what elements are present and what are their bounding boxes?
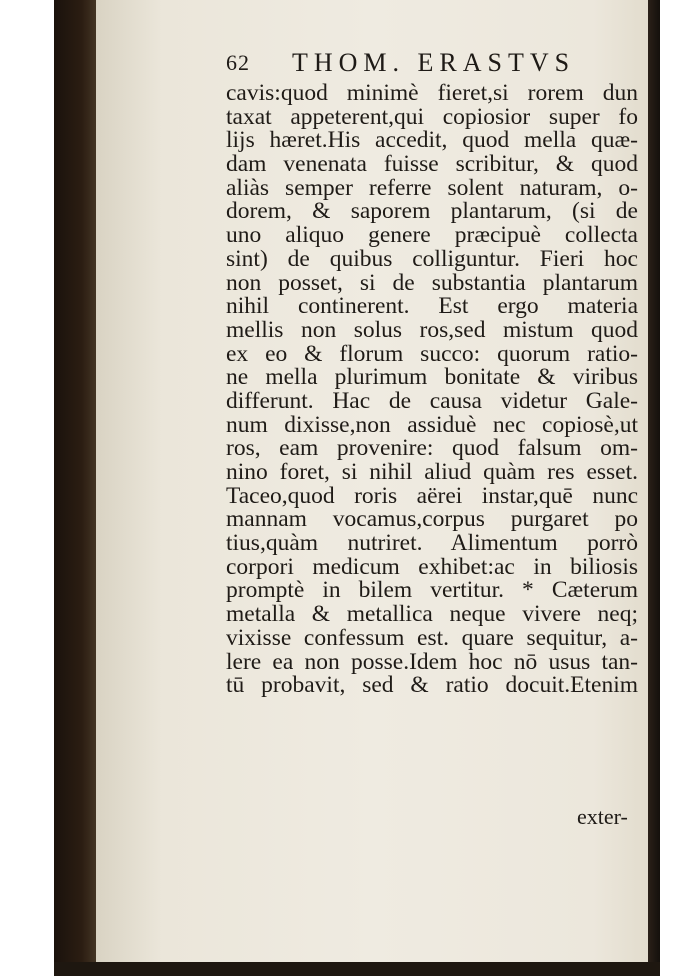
text-line: lere ea non posse.Idem hoc nō usus tan-: [226, 648, 638, 675]
page-bottom-edge: [54, 962, 660, 976]
running-head: THOM. ERASTVS: [292, 48, 576, 77]
text-line: dam venenata fuisse scribitur, & quod: [226, 151, 638, 178]
text-line: aliàs semper referre solent naturam, o-: [226, 174, 638, 201]
text-line: tius,quàm nutriret. Alimentum porrò: [226, 530, 638, 557]
body-text: [226, 82, 638, 698]
text-line: differunt. Hac de causa videtur Gale-: [226, 387, 638, 414]
text-line: metalla & metallica neque vivere neq;: [226, 601, 638, 628]
text-line: lijs hæret.His accedit, quod mella quæ-: [226, 127, 638, 154]
text-line: vixisse confessum est. quare sequitur, a-: [226, 624, 638, 651]
text-line: nihil continerent. Est ergo materia: [226, 293, 638, 320]
text-line: Taceo,quod roris aërei instar,quē nunc: [226, 482, 638, 509]
text-line: tū probavit, sed & ratio docuit.Etenim: [226, 672, 638, 699]
page-header: [226, 48, 626, 80]
binding-edge-right: [648, 0, 660, 976]
text-line: corpori medicum exhibet:ac in biliosis: [226, 553, 638, 580]
text-line: cavis:quod minimè fieret,si rorem dun: [226, 80, 638, 106]
text-line: ne mella plurimum bonitate & viribus: [226, 364, 638, 391]
text-line: num dixisse,non assiduè nec copiosè,ut: [226, 411, 638, 438]
text-line: sint) de quibus colliguntur. Fieri hoc: [226, 245, 638, 272]
text-line: ex eo & florum succo: quorum ratio-: [226, 340, 638, 367]
catchword: exter-: [577, 804, 628, 829]
text-line: mellis non solus ros,sed mistum quod: [226, 316, 638, 343]
binding-gutter-left: [54, 0, 100, 976]
text-line: dorem, & saporem plantarum, (si de: [226, 198, 638, 225]
text-line: uno aliquo genere præcipuè collecta: [226, 222, 638, 249]
text-line: nino foret, si nihil aliud quàm res esset.: [226, 459, 638, 485]
text-line: taxat appeterent,qui copiosior super fo: [226, 103, 638, 130]
text-line: mannam vocamus,corpus purgaret po: [226, 506, 638, 533]
page-number: 62: [226, 50, 250, 75]
text-line: ros, eam provenire: quod falsum om-: [226, 435, 638, 462]
text-line: promptè in bilem vertitur. * Cæterum: [226, 577, 638, 604]
text-line: non posset, si de substantia plantarum: [226, 269, 638, 296]
